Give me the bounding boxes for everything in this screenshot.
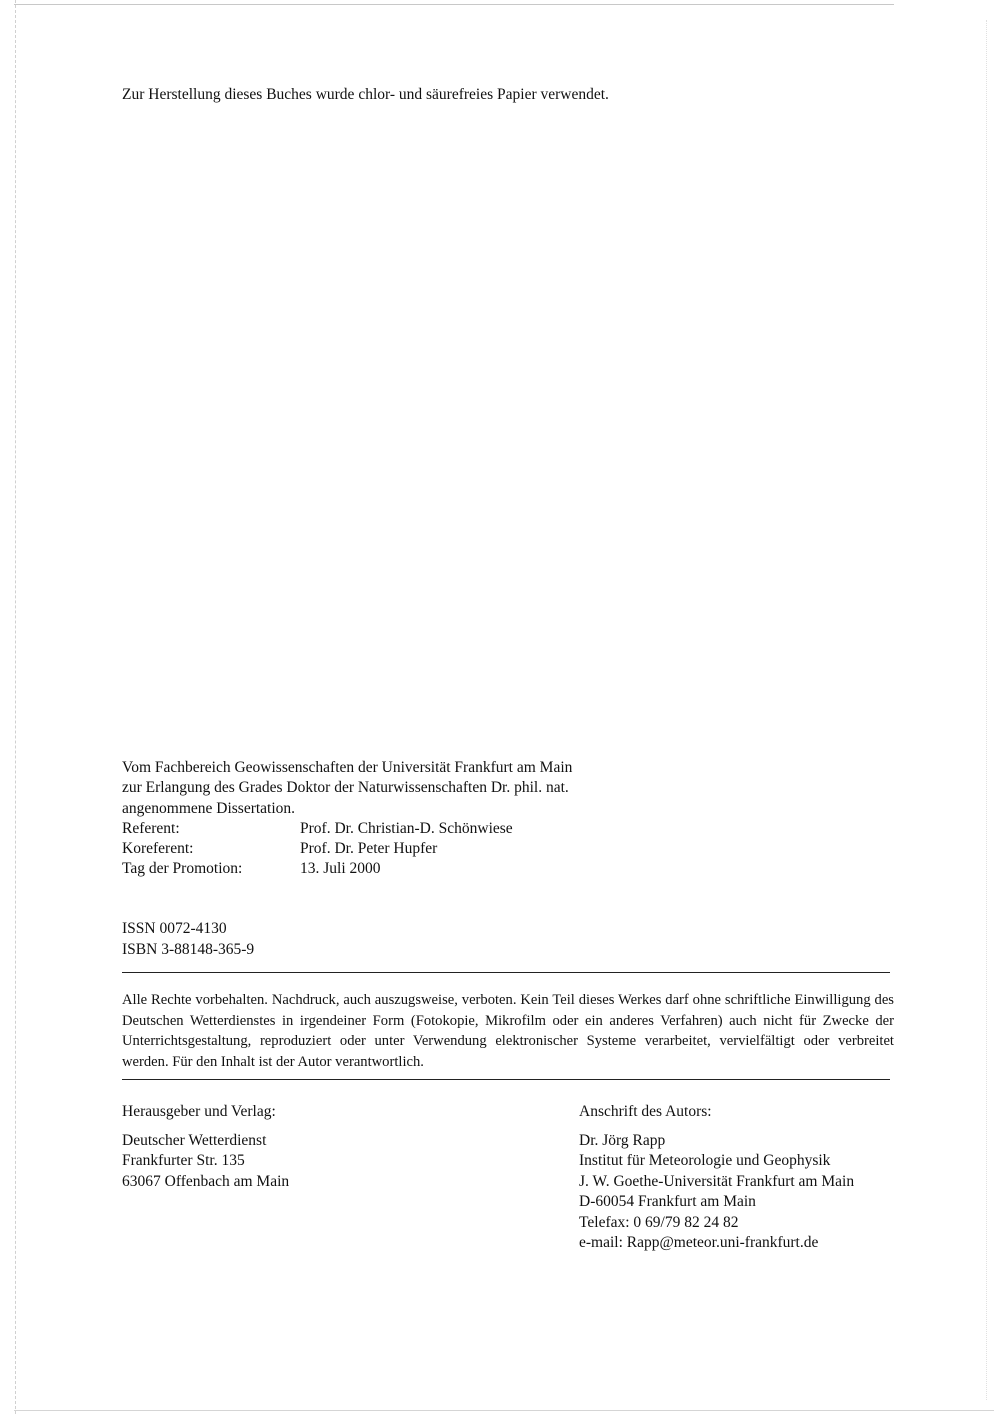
author-heading: Anschrift des Autors: xyxy=(579,1103,712,1120)
publisher-line: Deutscher Wetterdienst xyxy=(122,1131,267,1149)
promotion-row xyxy=(122,859,572,879)
promotion-value: 13. Juli 2000 xyxy=(300,860,381,878)
scan-edge-bottom xyxy=(14,1410,994,1411)
paper-note: Zur Herstellung dieses Buches wurde chlor- und säurefreies Papier verwendet. xyxy=(122,86,609,103)
rights-notice: Alle Rechte vorbehalten. Nachdruck, auch auszugsweise, verboten. Kein Teil dieses Werkes darf ohne schriftliche Einwilligung des Deutschen Wetterdienstes in irgendeiner Form (Fotokopie, Mikrofilm oder ein anderes Verfahren) auch nicht für Zwecke der Unterrichtsgestaltung, reproduziert oder unter Verwendung elektronischer Systeme verarbeitet, vervielfältigt oder verbreitet werden. Für den Inhalt ist der Autor verantwortlich. xyxy=(122,992,894,1070)
koreferent-row xyxy=(122,839,572,859)
author-line: J. W. Goethe-Universität Frankfurt am Main xyxy=(579,1172,855,1190)
author-email: e-mail: Rapp@meteor.uni-frankfurt.de xyxy=(579,1234,819,1251)
author-line: Institut für Meteorologie und Geophysik xyxy=(579,1152,831,1169)
divider-top xyxy=(122,972,890,973)
koreferent-value: Prof. Dr. Peter Hupfer xyxy=(300,840,438,858)
dissertation-line: zur Erlangung des Grades Doktor der Naturwissenschaften Dr. phil. nat. xyxy=(122,779,569,797)
author-address-block xyxy=(579,1102,854,1254)
scan-edge-right xyxy=(986,20,987,1400)
author-line: D-60054 Frankfurt am Main xyxy=(579,1193,756,1210)
dissertation-line: angenommene Dissertation. xyxy=(122,799,296,817)
promotion-label: Tag der Promotion: xyxy=(122,860,243,878)
publisher-block xyxy=(122,1102,289,1192)
scan-edge-top xyxy=(14,4,894,5)
divider-bottom xyxy=(122,1079,890,1080)
referent-value: Prof. Dr. Christian-D. Schönwiese xyxy=(300,819,513,837)
issn: ISSN 0072-4130 xyxy=(122,920,227,937)
publisher-line: 63067 Offenbach am Main xyxy=(122,1172,290,1190)
isbn: ISBN 3-88148-365-9 xyxy=(122,941,255,958)
koreferent-label: Koreferent: xyxy=(122,840,194,858)
author-line: Dr. Jörg Rapp xyxy=(579,1131,666,1149)
referent-row xyxy=(122,819,572,839)
publisher-line: Frankfurter Str. 135 xyxy=(122,1152,245,1169)
scan-edge-left xyxy=(15,0,16,1414)
publisher-heading: Herausgeber und Verlag: xyxy=(122,1103,276,1120)
dissertation-block xyxy=(122,758,572,880)
identifiers xyxy=(122,918,254,960)
dissertation-line: Vom Fachbereich Geowissenschaften der Universität Frankfurt am Main xyxy=(122,759,573,776)
referent-label: Referent: xyxy=(122,819,180,837)
author-fax: Telefax: 0 69/79 82 24 82 xyxy=(579,1213,739,1231)
